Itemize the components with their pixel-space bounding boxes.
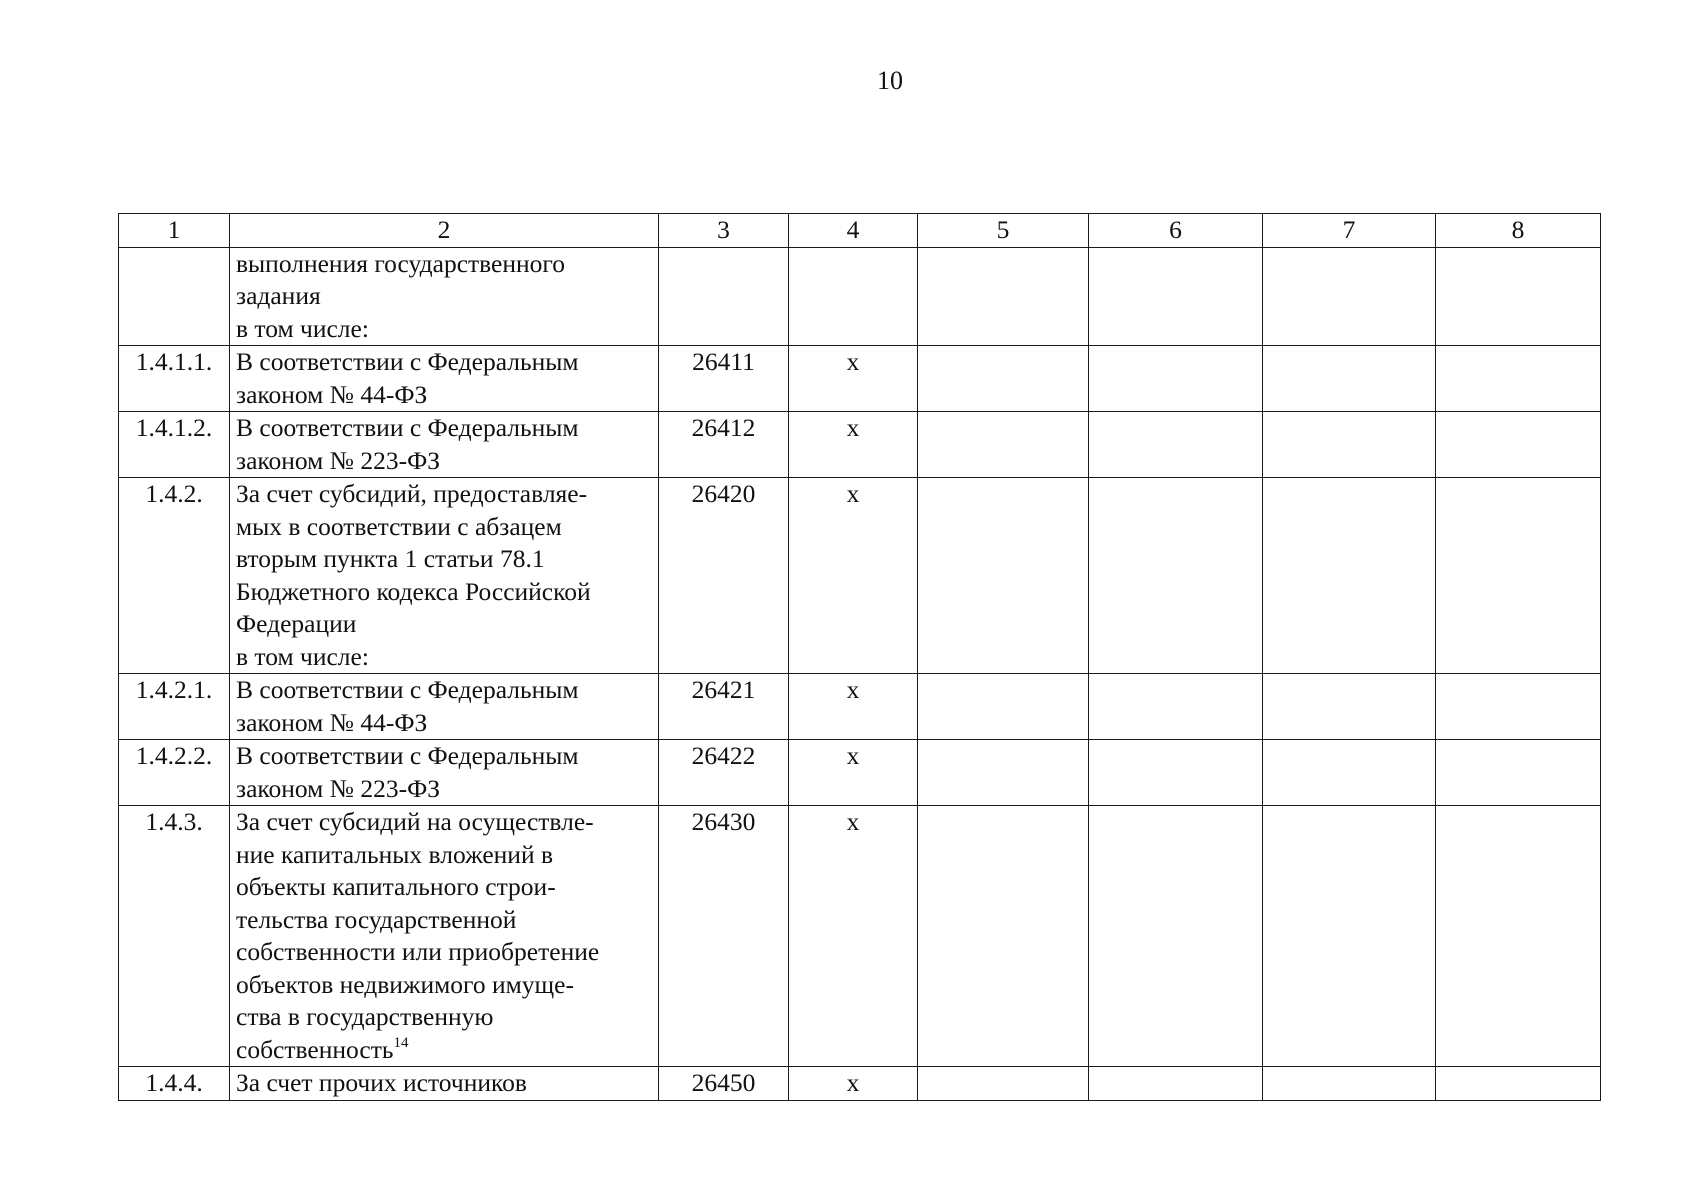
row-name-cell	[230, 1067, 659, 1101]
row-col5-cell	[918, 412, 1089, 478]
row-name-line	[236, 904, 652, 937]
row-name-text: В соответствии с Федеральным	[236, 675, 579, 704]
row-name-line	[236, 969, 652, 1002]
row-name-line	[236, 313, 652, 346]
row-name-text: законом № 44-ФЗ	[236, 707, 428, 737]
row-code-cell: 26421	[659, 674, 789, 740]
row-col4-cell: x	[789, 346, 918, 412]
column-number-7: 7	[1263, 214, 1436, 248]
row-name-line	[236, 576, 652, 609]
row-col8-cell	[1436, 806, 1601, 1067]
row-name-cell	[230, 412, 659, 478]
row-name-text: Бюджетного кодекса Российской	[236, 576, 591, 606]
row-col8-cell	[1436, 412, 1601, 478]
row-name-text: За счет прочих источников	[236, 1068, 527, 1097]
row-col6-cell	[1089, 346, 1263, 412]
report-table	[118, 213, 1601, 1101]
row-name-line	[236, 280, 652, 313]
row-col5-cell	[918, 346, 1089, 412]
row-name-line	[236, 871, 652, 904]
row-name-text: вторым пункта 1 статьи 78.1	[236, 544, 545, 573]
row-name-text: ства в государственную	[236, 1002, 494, 1031]
table-row	[119, 247, 1601, 346]
footnote-marker: 14	[393, 1034, 409, 1051]
row-col8-cell	[1436, 346, 1601, 412]
row-name-text: ние капитальных вложений в	[236, 839, 554, 869]
row-col4-cell: x	[789, 412, 918, 478]
column-number-2: 2	[230, 214, 659, 248]
row-number-cell: 1.4.1.2.	[119, 412, 230, 478]
column-number-3: 3	[659, 214, 789, 248]
row-col4-cell: x	[789, 1067, 918, 1101]
row-name-line	[236, 511, 652, 544]
row-col8-cell	[1436, 674, 1601, 740]
row-col7-cell	[1263, 478, 1436, 674]
row-col5-cell	[918, 478, 1089, 674]
row-col7-cell	[1263, 674, 1436, 740]
row-name-line	[236, 1034, 652, 1067]
row-name-cell	[230, 247, 659, 346]
row-name-line	[236, 608, 652, 641]
row-name-text: задания	[236, 281, 321, 310]
row-name-text: законом № 44-ФЗ	[236, 379, 428, 409]
table-row	[119, 740, 1601, 806]
row-name-cell	[230, 674, 659, 740]
row-col7-cell	[1263, 806, 1436, 1067]
table-body	[119, 214, 1601, 1101]
row-number-cell: 1.4.3.	[119, 806, 230, 1067]
row-code-cell: 26420	[659, 478, 789, 674]
row-col6-cell	[1089, 478, 1263, 674]
row-name-line	[236, 773, 652, 806]
column-number-8: 8	[1436, 214, 1601, 248]
row-col4-cell: x	[789, 478, 918, 674]
table-row	[119, 1067, 1601, 1101]
row-name-text: объекты капитального строи-	[236, 872, 556, 901]
row-name-text: В соответствии с Федеральным	[236, 741, 579, 770]
row-name-text: За счет субсидий на осуществле-	[236, 807, 594, 836]
row-col5-cell	[918, 247, 1089, 346]
column-number-5: 5	[918, 214, 1089, 248]
row-name-text: в том числе:	[236, 641, 369, 671]
row-number-cell: 1.4.2.1.	[119, 674, 230, 740]
row-number-cell: 1.4.1.1.	[119, 346, 230, 412]
column-number-1: 1	[119, 214, 230, 248]
row-col4-cell: x	[789, 740, 918, 806]
row-col8-cell	[1436, 740, 1601, 806]
row-col7-cell	[1263, 412, 1436, 478]
row-name-line	[236, 839, 652, 872]
row-col4-cell: x	[789, 674, 918, 740]
row-name-cell	[230, 806, 659, 1067]
row-name-line	[236, 412, 652, 445]
row-name-text: законом № 223-ФЗ	[236, 445, 441, 475]
row-number-cell: 1.4.4.	[119, 1067, 230, 1101]
row-name-line	[236, 379, 652, 412]
row-code-cell: 26450	[659, 1067, 789, 1101]
row-name-line	[236, 936, 652, 969]
row-number-cell	[119, 247, 230, 346]
row-name-line	[236, 248, 652, 281]
row-col8-cell	[1436, 247, 1601, 346]
table-header-row	[119, 214, 1601, 248]
table-row	[119, 412, 1601, 478]
table-row	[119, 674, 1601, 740]
row-col6-cell	[1089, 412, 1263, 478]
table-row	[119, 478, 1601, 674]
page-number: 10	[877, 66, 903, 95]
row-col7-cell	[1263, 346, 1436, 412]
row-name-line	[236, 543, 652, 576]
row-name-line	[236, 806, 652, 839]
row-col6-cell	[1089, 674, 1263, 740]
row-col7-cell	[1263, 247, 1436, 346]
row-col5-cell	[918, 1067, 1089, 1101]
row-col6-cell	[1089, 247, 1263, 346]
row-name-text: мых в соответствии с абзацем	[236, 511, 562, 541]
row-number-cell: 1.4.2.	[119, 478, 230, 674]
row-name-text: В соответствии с Федеральным	[236, 413, 579, 442]
row-col8-cell	[1436, 1067, 1601, 1101]
row-name-text: тельства государственной	[236, 904, 517, 934]
row-name-line	[236, 641, 652, 674]
row-name-text: Федерации	[236, 609, 357, 638]
row-col5-cell	[918, 740, 1089, 806]
row-code-cell	[659, 247, 789, 346]
row-col6-cell	[1089, 1067, 1263, 1101]
row-name-line	[236, 674, 652, 707]
row-name-text: объектов недвижимого имуще-	[236, 969, 574, 999]
row-code-cell: 26422	[659, 740, 789, 806]
row-col6-cell	[1089, 740, 1263, 806]
table-row	[119, 806, 1601, 1067]
row-col5-cell	[918, 806, 1089, 1067]
row-name-text: в том числе:	[236, 313, 369, 343]
row-name-line	[236, 1067, 652, 1100]
row-name-text: В соответствии с Федеральным	[236, 347, 579, 376]
table-row	[119, 346, 1601, 412]
row-col6-cell	[1089, 806, 1263, 1067]
column-number-4: 4	[789, 214, 918, 248]
row-col5-cell	[918, 674, 1089, 740]
row-col4-cell	[789, 247, 918, 346]
row-code-cell: 26411	[659, 346, 789, 412]
row-name-text: За счет субсидий, предоставляе-	[236, 479, 588, 508]
row-name-line	[236, 707, 652, 740]
row-name-line	[236, 346, 652, 379]
row-number-cell: 1.4.2.2.	[119, 740, 230, 806]
row-col7-cell	[1263, 1067, 1436, 1101]
row-name-text: законом № 223-ФЗ	[236, 773, 441, 803]
row-name-cell	[230, 478, 659, 674]
row-code-cell: 26412	[659, 412, 789, 478]
row-name-text: выполнения государственного	[236, 248, 565, 278]
column-number-6: 6	[1089, 214, 1263, 248]
row-name-text: собственность	[236, 1034, 394, 1064]
row-code-cell: 26430	[659, 806, 789, 1067]
row-name-line	[236, 740, 652, 773]
row-col7-cell	[1263, 740, 1436, 806]
row-name-line	[236, 445, 652, 478]
row-name-cell	[230, 740, 659, 806]
row-name-line	[236, 1001, 652, 1034]
row-name-line	[236, 478, 652, 511]
row-name-cell	[230, 346, 659, 412]
row-name-text: собственности или приобретение	[236, 937, 600, 966]
row-col8-cell	[1436, 478, 1601, 674]
row-col4-cell: x	[789, 806, 918, 1067]
